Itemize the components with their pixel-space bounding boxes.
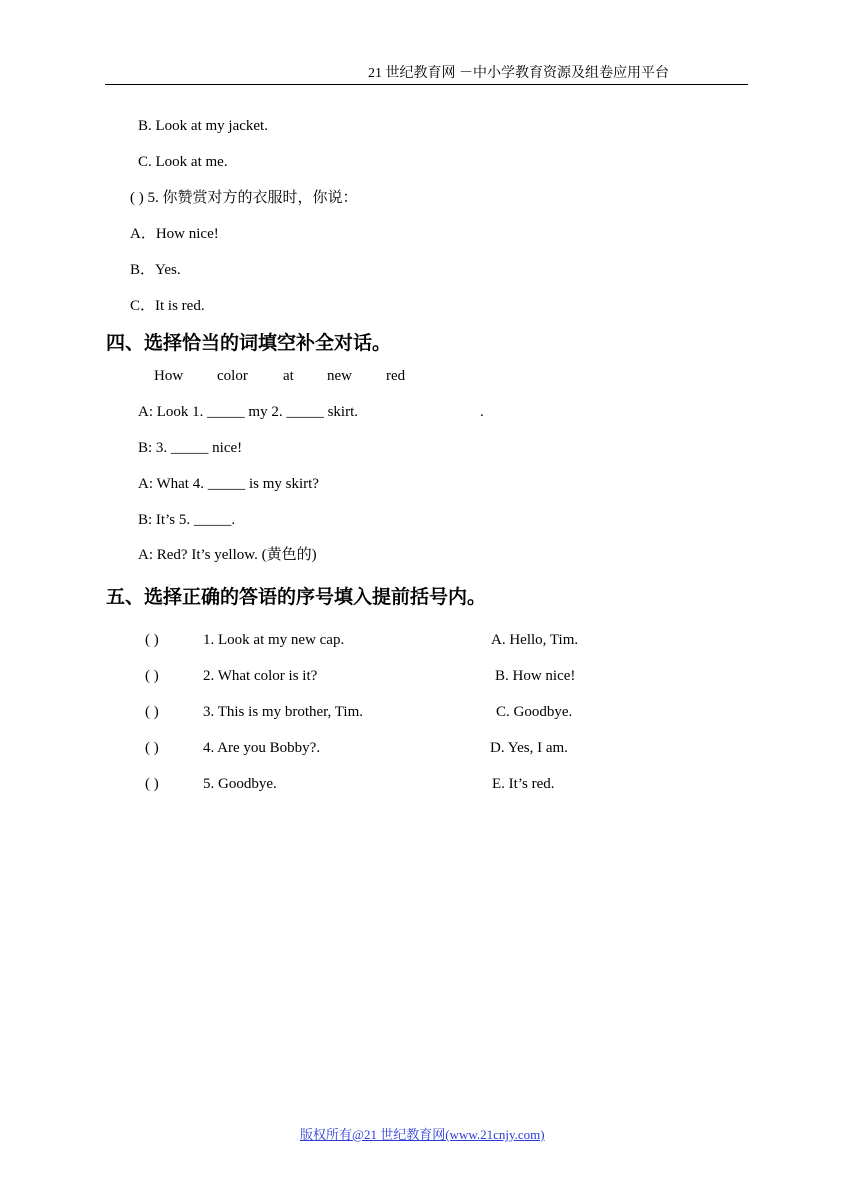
q5-option-b: B．Yes.	[130, 262, 181, 278]
dialogue-line: A: Red? It’s yellow. (黄色的)	[138, 547, 317, 563]
answer-blank: ( )	[145, 632, 159, 648]
answer-blank: ( )	[145, 668, 159, 684]
word-bank-item: red	[386, 368, 406, 384]
matching-answer: B. How nice!	[495, 668, 576, 684]
dialogue-line: A: What 4. _____ is my skirt?	[138, 476, 319, 492]
header-rule	[105, 84, 748, 85]
dialogue-line: B: 3. _____ nice!	[138, 440, 243, 456]
q4-option-b: B. Look at my jacket.	[138, 118, 268, 134]
answer-blank: ( )	[145, 740, 159, 756]
matching-answer: C. Goodbye.	[496, 704, 573, 720]
matching-question: 2. What color is it?	[203, 668, 318, 684]
matching-question: 4. Are you Bobby?.	[203, 740, 321, 756]
stray-dot: .	[480, 404, 484, 420]
dialogue-line: A: Look 1. _____ my 2. _____ skirt.	[138, 404, 358, 420]
q4-option-c: C. Look at me.	[138, 154, 228, 170]
matching-answer: D. Yes, I am.	[490, 740, 568, 756]
q5-stem: ( ) 5. 你赞赏对方的衣服时，你说：	[130, 190, 358, 206]
q5-option-a: A．How nice!	[130, 226, 219, 242]
section4-title: 四、选择恰当的词填空补全对话。	[106, 332, 392, 354]
matching-answer: E. It’s red.	[492, 776, 555, 792]
matching-answer: A. Hello, Tim.	[491, 632, 579, 648]
matching-question: 3. This is my brother, Tim.	[203, 704, 363, 720]
word-bank-item: color	[217, 368, 248, 384]
matching-question: 5. Goodbye.	[203, 776, 277, 792]
word-bank-item: new	[327, 368, 352, 384]
answer-blank: ( )	[145, 704, 159, 720]
copyright-link[interactable]: 版权所有@21 世纪教育网(www.21cnjy.com)	[300, 1127, 545, 1142]
page-header: 21 世纪教育网 －中小学教育资源及组卷应用平台	[368, 66, 669, 81]
matching-question: 1. Look at my new cap.	[203, 632, 345, 648]
section5-title: 五、选择正确的答语的序号填入提前括号内。	[106, 586, 487, 608]
word-bank-item: How	[154, 368, 184, 384]
q5-option-c: C．It is red.	[130, 298, 205, 314]
word-bank-item: at	[283, 368, 294, 384]
dialogue-line: B: It’s 5. _____.	[138, 512, 236, 528]
answer-blank: ( )	[145, 776, 159, 792]
